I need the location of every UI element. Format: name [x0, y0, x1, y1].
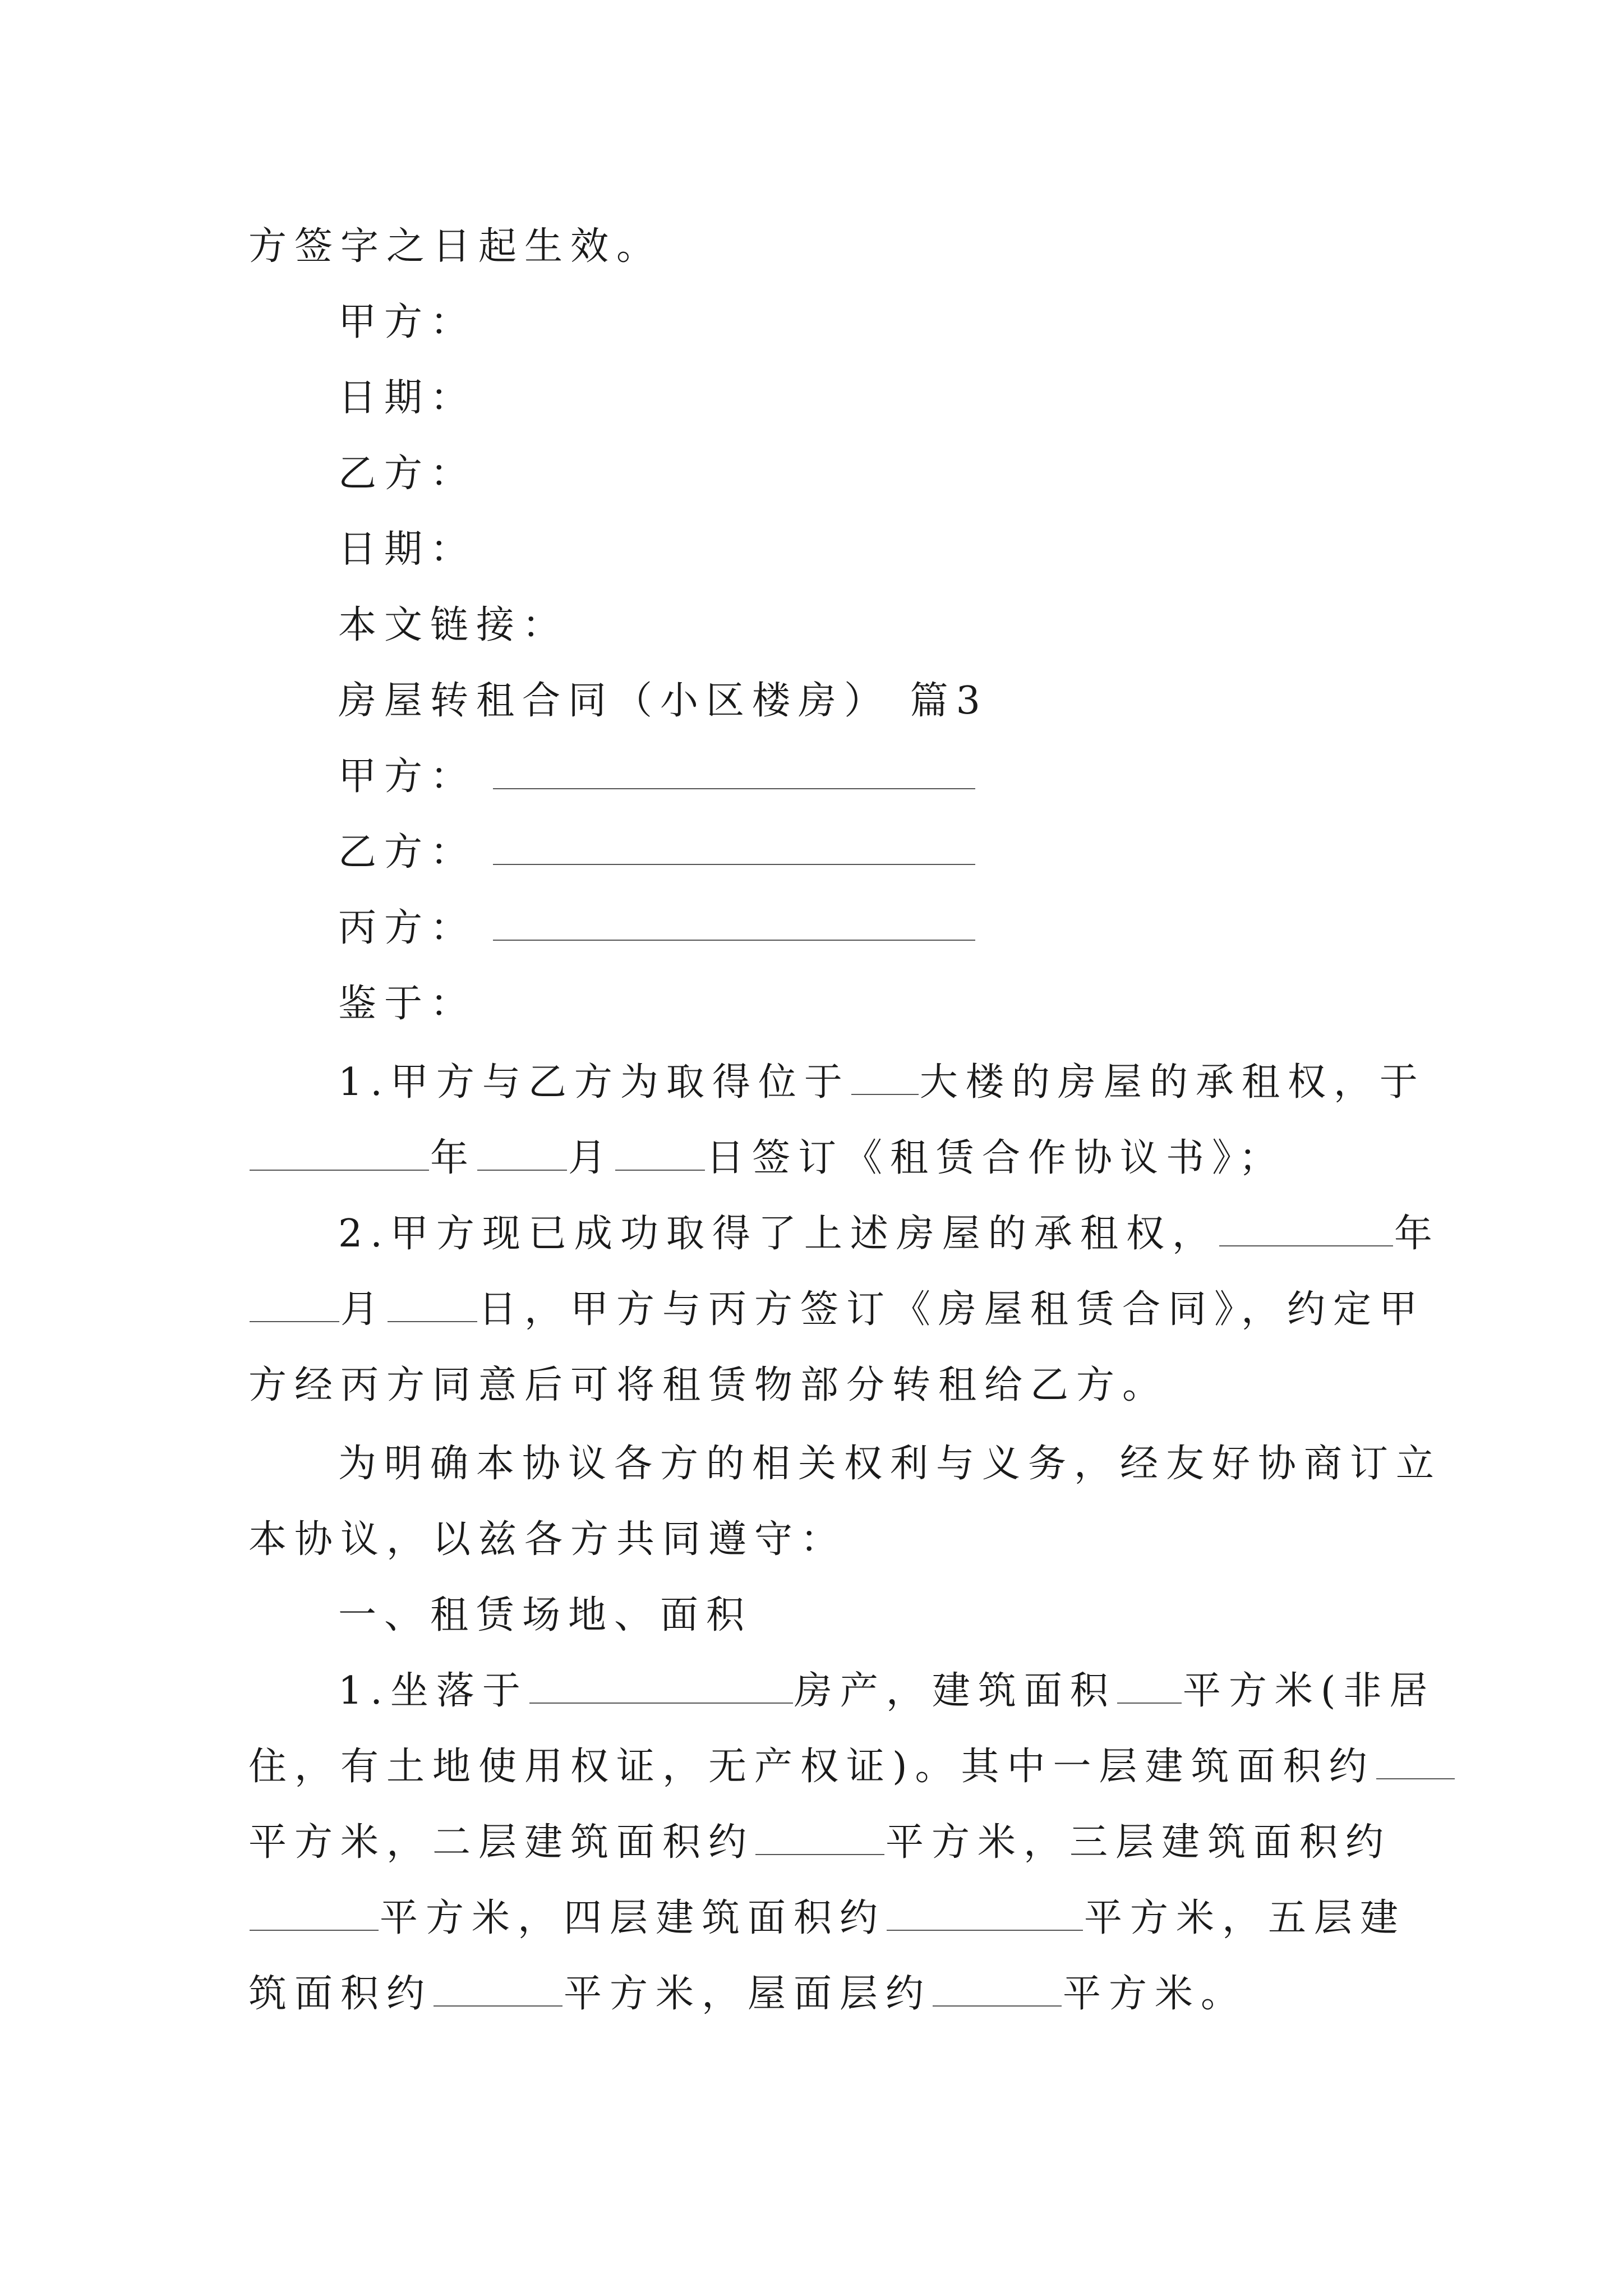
text-line: 平方米，四层建筑面积约 平方米，五层建	[248, 1879, 1387, 1958]
blank-line	[933, 2005, 1062, 2007]
text-line	[248, 208, 1387, 286]
blank-line	[493, 940, 975, 941]
whereas-label: 鉴于：	[338, 982, 477, 1026]
blank-line	[615, 1170, 705, 1171]
article-link-label: 本文链接：	[338, 603, 569, 647]
blank-line	[493, 788, 975, 789]
text-line: 方经丙方同意后可将租赁物部分转租给乙方。	[248, 1363, 1169, 1407]
text-line: 月 日，甲方与丙方签订《房屋租赁合同》，约定甲	[248, 1271, 1387, 1349]
blank-line	[1376, 1778, 1455, 1779]
text-line: 为明确本协议各方的相关权利与义务，经友好协商订立	[338, 1442, 1442, 1486]
section-title: 房屋转租合同（小区楼房） 篇3	[338, 679, 988, 723]
blank-line	[1117, 1703, 1182, 1704]
blank-line	[434, 2005, 562, 2007]
blank-line	[250, 1170, 429, 1171]
party-a-signature-label: 甲方：	[338, 300, 477, 344]
text-line: 筑面积约 平方米，屋面层约 平方米。	[248, 1972, 1247, 2016]
blank-line	[388, 1321, 477, 1322]
text-span: 方签字之日起生效。	[248, 224, 663, 269]
party-b-field: 乙方：	[338, 813, 1477, 892]
blank-line	[493, 864, 975, 865]
blank-line	[477, 1170, 567, 1171]
blank-line	[1219, 1245, 1393, 1246]
text-line: 1.甲方与乙方为取得位于 大楼的房屋的承租权，于	[338, 1060, 1426, 1105]
text-line: 本协议，以兹各方共同遵守：	[248, 1517, 847, 1562]
text-line: 1.坐落于 房产，建筑面积 平方米(非居	[338, 1669, 1436, 1713]
blank-line	[851, 1094, 919, 1095]
text-line: 2.甲方现已成功取得了上述房屋的承租权， 年	[338, 1212, 1440, 1256]
text-line: 住，有土地使用权证，无产权证)。其中一层建筑面积约	[248, 1728, 1387, 1806]
party-c-field: 丙方：	[338, 889, 1477, 968]
section-heading: 一、租赁场地、面积	[338, 1593, 753, 1637]
text-line: 平方米，二层建筑面积约 平方米，三层建筑面积约	[248, 1820, 1392, 1865]
blank-line	[529, 1703, 793, 1704]
date-label: 日期：	[338, 527, 477, 572]
date-label: 日期：	[338, 376, 477, 420]
blank-line	[250, 1930, 379, 1931]
blank-line	[755, 1854, 884, 1855]
blank-line	[250, 1321, 339, 1322]
text-line: 年 月 日签订《租赁合作协议书》；	[248, 1119, 1387, 1198]
party-a-field: 甲方：	[338, 738, 1477, 816]
party-b-signature-label: 乙方：	[338, 452, 477, 496]
blank-line	[887, 1930, 1083, 1931]
